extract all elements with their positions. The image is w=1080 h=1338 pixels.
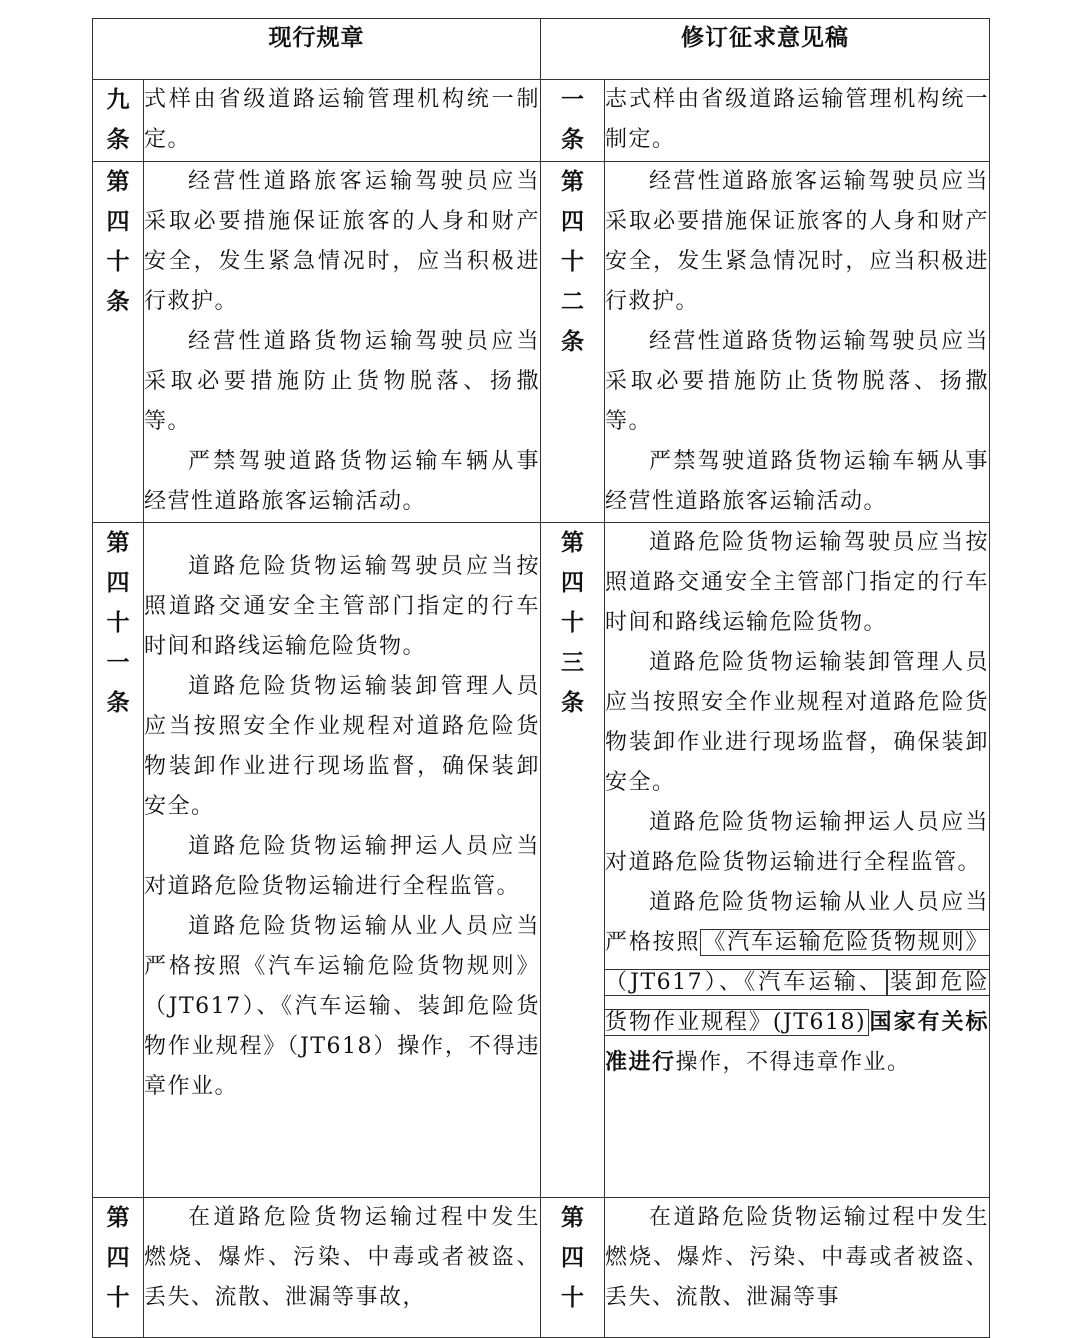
current-article-number: 九 条	[93, 80, 144, 162]
revised-text-cell	[605, 162, 990, 523]
table-row	[93, 162, 990, 523]
table-row	[93, 80, 990, 162]
revised-text-cell	[605, 523, 990, 1198]
paragraph: 道路危险货物运输驾驶员应当按照道路交通安全主管部门指定的行车时间和路线运输危险货物。	[144, 554, 540, 659]
paragraph: 经营性道路旅客运输驾驶员应当采取必要措施保证旅客的人身和财产安全，发生紧急情况时，应当积极进行救护。	[144, 169, 540, 314]
revised-text-cell	[605, 1198, 990, 1338]
paragraph: 道路危险货物运输押运人员应当对道路危险货物运输进行全程监管。	[144, 834, 540, 899]
revised-article-number: 一 条	[541, 80, 605, 162]
table-row	[93, 523, 990, 1198]
paragraph: 道路危险货物运输装卸管理人员应当按照安全作业规程对道路危险货物装卸作业进行现场监督，确保装卸安全。	[144, 674, 540, 819]
revised-article-number: 第 四 十	[541, 1198, 605, 1338]
revised-text-cell	[605, 80, 990, 162]
paragraph: 严禁驾驶道路货物运输车辆从事经营性道路旅客运输活动。	[605, 449, 989, 514]
paragraph: 道路危险货物运输驾驶员应当按照道路交通安全主管部门指定的行车时间和路线运输危险货物。	[605, 530, 989, 635]
paragraph: 志式样由省级道路运输管理机构统一制定。	[605, 87, 989, 152]
paragraph: 经营性道路货物运输驾驶员应当采取必要措施防止货物脱落、扬撒等。	[144, 329, 540, 434]
paragraph: 经营性道路旅客运输驾驶员应当采取必要措施保证旅客的人身和财产安全，发生紧急情况时，应当积极进行救护。	[605, 169, 989, 314]
comparison-table	[92, 18, 990, 1338]
current-text-cell	[144, 1198, 541, 1338]
revised-article-number: 第 四 十 二 条	[541, 162, 605, 523]
added-text: 国家有关标准进行	[605, 1010, 989, 1075]
current-article-number: 第 四 十 一 条	[93, 523, 144, 1198]
paragraph-with-revision: 道路危险货物运输从业人员应当严格按照 《汽车运输危险货物规则》（JT617）、《汽车运输、 装卸危险货物作业规程》(JT618) 国家有关标准进行操作，不得违章作业。	[605, 890, 989, 1075]
paragraph: 道路危险货物运输装卸管理人员应当按照安全作业规程对道路危险货物装卸作业进行现场监督，确保装卸安全。	[605, 650, 989, 795]
paragraph: 式样由省级道路运输管理机构统一制定。	[144, 87, 540, 152]
current-text-cell	[144, 523, 541, 1198]
paragraph: 严禁驾驶道路货物运输车辆从事经营性道路旅客运输活动。	[144, 449, 540, 514]
revision-box: 《汽车运输危险货物规则》（JT617）、《汽车运输、	[605, 930, 989, 995]
paragraph: 经营性道路货物运输驾驶员应当采取必要措施防止货物脱落、扬撒等。	[605, 329, 989, 434]
current-text-cell	[144, 80, 541, 162]
revision-box: 装卸危险货物作业规程》(JT618)	[605, 970, 989, 1035]
current-article-number: 第 四 十	[93, 1198, 144, 1338]
table-header-row	[93, 19, 990, 80]
current-text-cell	[144, 162, 541, 523]
revised-article-number: 第 四 十 三 条	[541, 523, 605, 1198]
header-current: 现行规章	[93, 19, 541, 80]
paragraph: 在道路危险货物运输过程中发生燃烧、爆炸、污染、中毒或者被盗、丢失、流散、泄漏等事	[605, 1205, 989, 1310]
paragraph: 在道路危险货物运输过程中发生燃烧、爆炸、污染、中毒或者被盗、丢失、流散、泄漏等事故，	[144, 1205, 540, 1310]
paragraph: 道路危险货物运输押运人员应当对道路危险货物运输进行全程监管。	[605, 810, 989, 875]
paragraph: 道路危险货物运输从业人员应当严格按照《汽车运输危险货物规则》（JT617）、《汽车运输、装卸危险货物作业规程》（JT618）操作，不得违章作业。	[144, 914, 540, 1099]
table-row	[93, 1198, 990, 1338]
header-revised: 修订征求意见稿	[541, 19, 990, 80]
current-article-number: 第 四 十 条	[93, 162, 144, 523]
